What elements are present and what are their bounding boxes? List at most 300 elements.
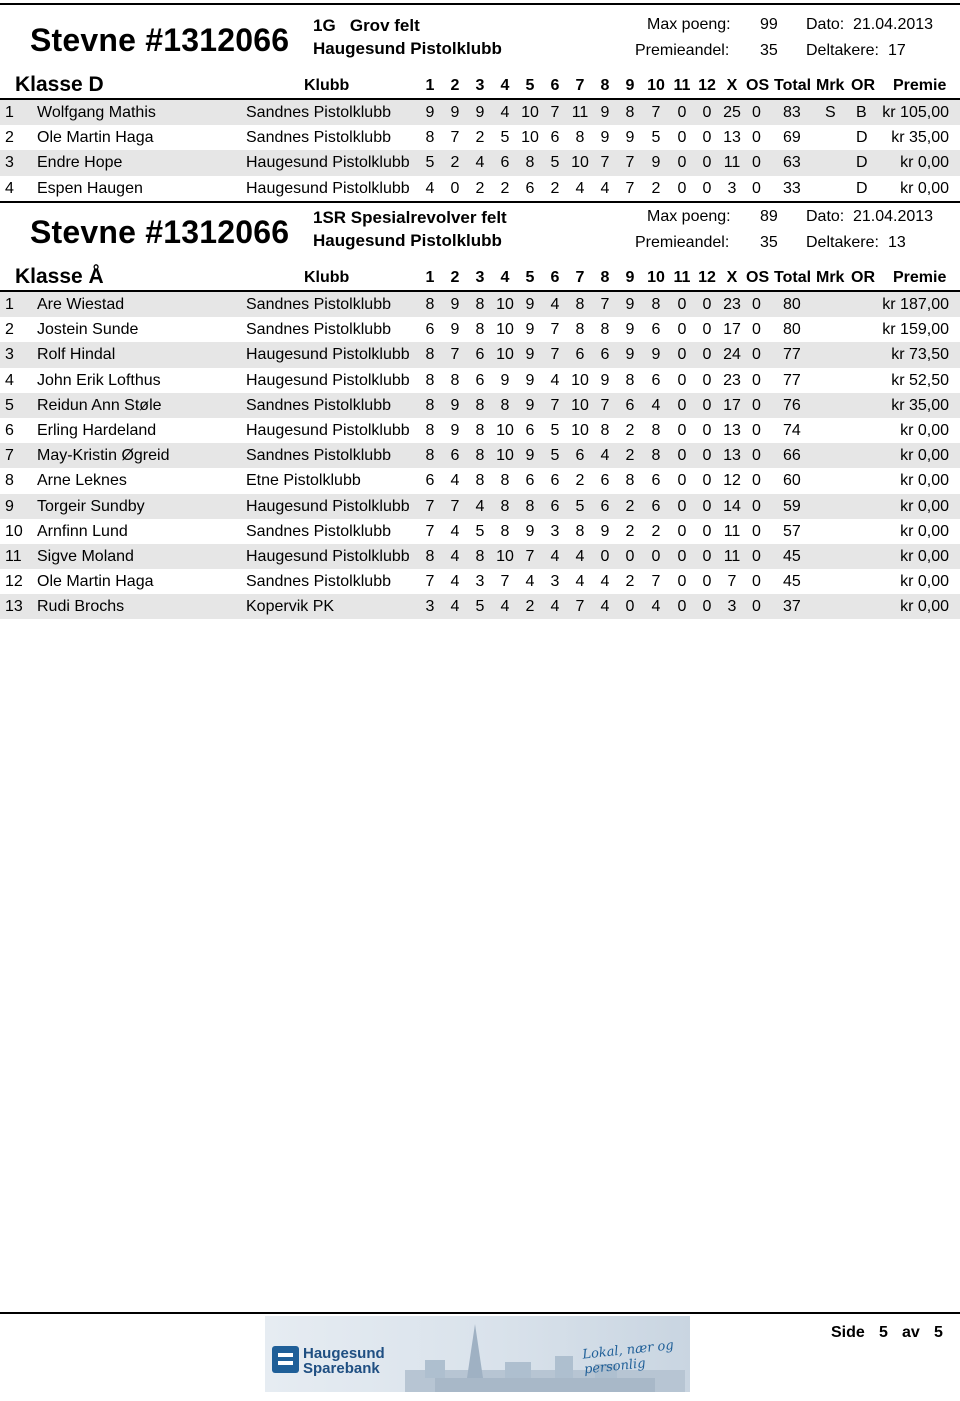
total-cell: 80 bbox=[783, 321, 801, 339]
name-cell: Arne Leknes bbox=[37, 472, 127, 490]
series-score-cell: 4 bbox=[600, 573, 610, 591]
klasse-heading: Klasse Å bbox=[15, 265, 104, 288]
series-score-cell: 9 bbox=[475, 104, 485, 121]
series-score-cell: 9 bbox=[525, 522, 535, 540]
bank-logo-icon bbox=[272, 1346, 299, 1373]
premie-cell: kr 0,00 bbox=[900, 421, 949, 439]
col-header-series-10: 10 bbox=[647, 77, 665, 94]
rank-cell: 10 bbox=[5, 522, 23, 540]
premie-cell: kr 0,00 bbox=[900, 547, 949, 565]
series-score-cell: 2 bbox=[525, 598, 535, 616]
series-score-cell: 8 bbox=[475, 396, 485, 414]
os-cell: 0 bbox=[752, 421, 761, 439]
series-score-cell: 8 bbox=[575, 321, 585, 339]
total-cell: 83 bbox=[783, 104, 801, 121]
series-score-cell: 0 bbox=[702, 497, 712, 515]
series-score-cell: 0 bbox=[702, 371, 712, 389]
host-club: Haugesund Pistolklubb bbox=[313, 39, 502, 58]
bank-name-line1: Haugesund bbox=[303, 1345, 385, 1362]
series-score-cell: 4 bbox=[450, 547, 460, 565]
results-table bbox=[0, 100, 960, 201]
series-score-cell: 8 bbox=[575, 296, 585, 313]
series-score-cell: 9 bbox=[625, 321, 635, 339]
series-score-cell: 4 bbox=[450, 522, 460, 540]
series-score-cell: 7 bbox=[425, 497, 435, 515]
col-header-or: OR bbox=[851, 77, 875, 94]
series-score-cell: 9 bbox=[500, 371, 510, 389]
series-score-cell: 4 bbox=[475, 154, 485, 172]
col-header-total: Total bbox=[774, 269, 812, 286]
series-score-cell: 7 bbox=[425, 522, 435, 540]
series-score-cell: 8 bbox=[475, 447, 485, 465]
name-cell: John Erik Lofthus bbox=[37, 371, 161, 389]
total-cell: 60 bbox=[783, 472, 801, 490]
series-score-cell: 8 bbox=[575, 522, 585, 540]
bank-name-line2: Sparebank bbox=[303, 1360, 380, 1377]
series-score-cell: 8 bbox=[500, 472, 510, 490]
series-score-cell: 4 bbox=[651, 396, 661, 414]
os-cell: 0 bbox=[752, 296, 761, 313]
col-header-series-4: 4 bbox=[500, 77, 510, 94]
series-score-cell: 0 bbox=[677, 346, 687, 364]
series-score-cell: 8 bbox=[575, 129, 585, 147]
series-score-cell: 8 bbox=[425, 547, 435, 565]
os-cell: 0 bbox=[752, 447, 761, 465]
series-score-cell: 5 bbox=[550, 421, 560, 439]
series-score-cell: 9 bbox=[625, 129, 635, 147]
series-score-cell: 9 bbox=[600, 104, 610, 121]
table-row bbox=[0, 292, 960, 317]
series-score-cell: 9 bbox=[450, 396, 460, 414]
or-cell: D bbox=[856, 129, 868, 147]
name-cell: Erling Hardeland bbox=[37, 421, 157, 439]
x-cell: 25 bbox=[723, 104, 741, 121]
page-side-label: Side bbox=[831, 1324, 865, 1341]
series-score-cell: 8 bbox=[600, 321, 610, 339]
rank-cell: 8 bbox=[5, 472, 14, 490]
series-score-cell: 6 bbox=[651, 321, 661, 339]
series-score-cell: 6 bbox=[600, 346, 610, 364]
series-score-cell: 0 bbox=[677, 321, 687, 339]
table-row bbox=[0, 368, 960, 393]
klasse-heading: Klasse D bbox=[15, 73, 104, 96]
col-header-mrk: Mrk bbox=[816, 77, 845, 94]
series-score-cell: 6 bbox=[600, 497, 610, 515]
series-score-cell: 0 bbox=[702, 447, 712, 465]
series-score-cell: 8 bbox=[475, 547, 485, 565]
x-cell: 17 bbox=[723, 321, 741, 339]
max-poeng-value: 99 bbox=[760, 16, 778, 33]
club-cell: Sandnes Pistolklubb bbox=[246, 321, 391, 339]
col-header-series-2: 2 bbox=[450, 77, 460, 94]
club-cell: Sandnes Pistolklubb bbox=[246, 104, 391, 121]
os-cell: 0 bbox=[752, 154, 761, 172]
series-score-cell: 8 bbox=[425, 371, 435, 389]
series-score-cell: 8 bbox=[651, 421, 661, 439]
or-cell: D bbox=[856, 179, 868, 197]
premie-cell: kr 159,00 bbox=[882, 321, 949, 339]
series-score-cell: 5 bbox=[475, 522, 485, 540]
table-row bbox=[0, 569, 960, 594]
col-header-x: X bbox=[726, 77, 738, 94]
table-row bbox=[0, 544, 960, 569]
x-cell: 24 bbox=[723, 346, 741, 364]
rank-cell: 9 bbox=[5, 497, 14, 515]
series-score-cell: 4 bbox=[450, 472, 460, 490]
series-score-cell: 2 bbox=[575, 472, 585, 490]
rank-cell: 3 bbox=[5, 154, 14, 172]
x-cell: 11 bbox=[723, 547, 741, 565]
discipline-title: 1SR Spesialrevolver felt bbox=[313, 208, 507, 227]
rank-cell: 4 bbox=[5, 371, 14, 389]
x-cell: 13 bbox=[723, 421, 741, 439]
series-score-cell: 0 bbox=[677, 129, 687, 147]
series-score-cell: 8 bbox=[475, 296, 485, 313]
series-score-cell: 7 bbox=[525, 547, 535, 565]
max-poeng-value: 89 bbox=[760, 208, 778, 225]
series-score-cell: 8 bbox=[500, 522, 510, 540]
series-score-cell: 10 bbox=[571, 371, 589, 389]
os-cell: 0 bbox=[752, 104, 761, 121]
series-score-cell: 6 bbox=[525, 179, 535, 197]
series-score-cell: 3 bbox=[550, 573, 560, 591]
series-score-cell: 4 bbox=[575, 573, 585, 591]
rank-cell: 6 bbox=[5, 421, 14, 439]
series-score-cell: 0 bbox=[677, 179, 687, 197]
series-score-cell: 9 bbox=[525, 447, 535, 465]
series-score-cell: 0 bbox=[600, 547, 610, 565]
col-header-series-9: 9 bbox=[625, 77, 635, 94]
bank-logo-text bbox=[303, 1346, 385, 1376]
name-cell: Arnfinn Lund bbox=[37, 522, 128, 540]
series-score-cell: 8 bbox=[475, 472, 485, 490]
club-cell: Haugesund Pistolklubb bbox=[246, 179, 410, 197]
name-cell: Rudi Brochs bbox=[37, 598, 125, 616]
col-header-series-5: 5 bbox=[525, 77, 535, 94]
col-header-series-11: 11 bbox=[673, 269, 691, 286]
series-score-cell: 0 bbox=[677, 573, 687, 591]
series-score-cell: 5 bbox=[425, 154, 435, 172]
series-score-cell: 8 bbox=[600, 421, 610, 439]
series-score-cell: 4 bbox=[450, 573, 460, 591]
series-score-cell: 9 bbox=[651, 346, 661, 364]
premie-cell: kr 0,00 bbox=[900, 447, 949, 465]
rank-cell: 12 bbox=[5, 573, 23, 591]
club-cell: Haugesund Pistolklubb bbox=[246, 371, 410, 389]
series-score-cell: 8 bbox=[450, 371, 460, 389]
series-score-cell: 7 bbox=[600, 396, 610, 414]
col-header-series-5: 5 bbox=[525, 269, 535, 286]
series-score-cell: 2 bbox=[625, 447, 635, 465]
series-score-cell: 6 bbox=[651, 371, 661, 389]
table-row bbox=[0, 150, 960, 175]
x-cell: 14 bbox=[723, 497, 741, 515]
series-score-cell: 4 bbox=[600, 598, 610, 616]
series-score-cell: 7 bbox=[651, 573, 661, 591]
table-row bbox=[0, 100, 960, 125]
series-score-cell: 0 bbox=[677, 447, 687, 465]
series-score-cell: 5 bbox=[550, 154, 560, 172]
series-score-cell: 9 bbox=[525, 296, 535, 313]
series-score-cell: 6 bbox=[450, 447, 460, 465]
series-score-cell: 7 bbox=[600, 296, 610, 313]
series-score-cell: 7 bbox=[550, 396, 560, 414]
series-score-cell: 7 bbox=[550, 321, 560, 339]
series-score-cell: 9 bbox=[525, 346, 535, 364]
series-score-cell: 9 bbox=[450, 421, 460, 439]
col-header-klubb: Klubb bbox=[304, 269, 350, 286]
series-score-cell: 9 bbox=[450, 321, 460, 339]
series-score-cell: 9 bbox=[525, 396, 535, 414]
name-cell: May-Kristin Øgreid bbox=[37, 447, 170, 465]
series-score-cell: 10 bbox=[496, 346, 514, 364]
x-cell: 13 bbox=[723, 129, 741, 147]
col-header-series-11: 11 bbox=[673, 77, 691, 94]
series-score-cell: 4 bbox=[450, 598, 460, 616]
series-score-cell: 10 bbox=[496, 296, 514, 313]
series-score-cell: 4 bbox=[525, 573, 535, 591]
series-score-cell: 0 bbox=[702, 472, 712, 490]
deltakere-label: Deltakere: bbox=[806, 42, 879, 59]
series-score-cell: 4 bbox=[550, 296, 560, 313]
premie-cell: kr 35,00 bbox=[891, 129, 949, 147]
series-score-cell: 6 bbox=[475, 346, 485, 364]
series-score-cell: 0 bbox=[677, 472, 687, 490]
series-score-cell: 0 bbox=[702, 346, 712, 364]
series-score-cell: 6 bbox=[625, 396, 635, 414]
or-cell: D bbox=[856, 154, 868, 172]
results-section bbox=[0, 4, 960, 197]
dato-label: Dato: bbox=[806, 16, 845, 33]
series-score-cell: 7 bbox=[425, 573, 435, 591]
series-score-cell: 7 bbox=[625, 179, 635, 197]
series-score-cell: 6 bbox=[525, 472, 535, 490]
col-header-os: OS bbox=[746, 269, 770, 286]
col-header-series-2: 2 bbox=[450, 269, 460, 286]
series-score-cell: 0 bbox=[702, 598, 712, 616]
series-score-cell: 4 bbox=[550, 547, 560, 565]
series-score-cell: 8 bbox=[625, 371, 635, 389]
series-score-cell: 0 bbox=[677, 547, 687, 565]
series-score-cell: 0 bbox=[702, 396, 712, 414]
series-score-cell: 7 bbox=[651, 104, 661, 121]
results-table bbox=[0, 292, 960, 619]
club-cell: Sandnes Pistolklubb bbox=[246, 396, 391, 414]
series-score-cell: 0 bbox=[702, 547, 712, 565]
col-header-series-3: 3 bbox=[475, 269, 485, 286]
series-score-cell: 4 bbox=[500, 104, 510, 121]
series-score-cell: 10 bbox=[521, 129, 539, 147]
os-cell: 0 bbox=[752, 346, 761, 364]
x-cell: 12 bbox=[723, 472, 741, 490]
series-score-cell: 2 bbox=[500, 179, 510, 197]
series-score-cell: 0 bbox=[677, 296, 687, 313]
series-score-cell: 9 bbox=[525, 371, 535, 389]
series-score-cell: 2 bbox=[625, 421, 635, 439]
series-score-cell: 0 bbox=[625, 547, 635, 565]
series-score-cell: 5 bbox=[651, 129, 661, 147]
club-cell: Sandnes Pistolklubb bbox=[246, 296, 391, 313]
max-poeng-label: Max poeng: bbox=[647, 208, 731, 225]
name-cell: Wolfgang Mathis bbox=[37, 104, 156, 121]
col-header-series-9: 9 bbox=[625, 269, 635, 286]
series-score-cell: 0 bbox=[677, 421, 687, 439]
name-cell: Rolf Hindal bbox=[37, 346, 116, 364]
sponsor-banner bbox=[265, 1316, 690, 1392]
name-cell: Are Wiestad bbox=[37, 296, 125, 313]
series-score-cell: 0 bbox=[702, 104, 712, 121]
series-score-cell: 8 bbox=[625, 472, 635, 490]
club-cell: Sandnes Pistolklubb bbox=[246, 573, 391, 591]
series-score-cell: 9 bbox=[625, 296, 635, 313]
series-score-cell: 6 bbox=[651, 472, 661, 490]
series-score-cell: 2 bbox=[625, 497, 635, 515]
premie-cell: kr 73,50 bbox=[891, 346, 949, 364]
name-cell: Endre Hope bbox=[37, 154, 123, 172]
rank-cell: 2 bbox=[5, 321, 14, 339]
series-score-cell: 10 bbox=[521, 104, 539, 121]
series-score-cell: 10 bbox=[496, 421, 514, 439]
series-score-cell: 0 bbox=[625, 598, 635, 616]
series-score-cell: 4 bbox=[500, 598, 510, 616]
series-score-cell: 0 bbox=[677, 497, 687, 515]
name-cell: Espen Haugen bbox=[37, 179, 143, 197]
series-score-cell: 7 bbox=[550, 346, 560, 364]
col-header-series-6: 6 bbox=[550, 269, 560, 286]
series-score-cell: 0 bbox=[677, 396, 687, 414]
series-score-cell: 2 bbox=[651, 179, 661, 197]
series-score-cell: 8 bbox=[425, 396, 435, 414]
series-score-cell: 6 bbox=[575, 346, 585, 364]
series-score-cell: 6 bbox=[475, 371, 485, 389]
total-cell: 45 bbox=[783, 573, 801, 591]
series-score-cell: 10 bbox=[496, 547, 514, 565]
total-cell: 74 bbox=[783, 421, 801, 439]
series-score-cell: 2 bbox=[475, 179, 485, 197]
total-cell: 77 bbox=[783, 371, 801, 389]
series-score-cell: 9 bbox=[525, 321, 535, 339]
series-score-cell: 7 bbox=[450, 497, 460, 515]
page-total: 5 bbox=[934, 1324, 943, 1341]
series-score-cell: 9 bbox=[600, 129, 610, 147]
club-cell: Haugesund Pistolklubb bbox=[246, 547, 410, 565]
deltakere-label: Deltakere: bbox=[806, 234, 879, 251]
rank-cell: 2 bbox=[5, 129, 14, 147]
premie-cell: kr 52,50 bbox=[891, 371, 949, 389]
name-cell: Sigve Moland bbox=[37, 547, 134, 565]
os-cell: 0 bbox=[752, 129, 761, 147]
premie-cell: kr 0,00 bbox=[900, 522, 949, 540]
col-header-premie: Premie bbox=[893, 77, 947, 94]
x-cell: 23 bbox=[723, 371, 741, 389]
deltakere-value: 17 bbox=[888, 42, 906, 59]
col-header-series-4: 4 bbox=[500, 269, 510, 286]
col-header-series-7: 7 bbox=[575, 269, 585, 286]
series-score-cell: 8 bbox=[651, 296, 661, 313]
name-cell: Torgeir Sundby bbox=[37, 497, 145, 515]
series-score-cell: 2 bbox=[450, 154, 460, 172]
col-header-series-8: 8 bbox=[600, 77, 610, 94]
series-score-cell: 4 bbox=[575, 547, 585, 565]
series-score-cell: 0 bbox=[702, 154, 712, 172]
name-cell: Ole Martin Haga bbox=[37, 129, 154, 147]
bank-tagline: Lokal, nær og personlig bbox=[581, 1338, 675, 1378]
series-score-cell: 3 bbox=[475, 573, 485, 591]
or-cell: B bbox=[856, 104, 867, 121]
col-header-os: OS bbox=[746, 77, 770, 94]
series-score-cell: 6 bbox=[525, 421, 535, 439]
rank-cell: 1 bbox=[5, 296, 14, 313]
series-score-cell: 9 bbox=[450, 104, 460, 121]
col-header-klubb: Klubb bbox=[304, 77, 350, 94]
series-score-cell: 7 bbox=[550, 104, 560, 121]
series-score-cell: 11 bbox=[571, 104, 589, 121]
os-cell: 0 bbox=[752, 179, 761, 197]
series-score-cell: 7 bbox=[450, 129, 460, 147]
total-cell: 76 bbox=[783, 396, 801, 414]
table-row bbox=[0, 317, 960, 342]
series-score-cell: 4 bbox=[475, 497, 485, 515]
table-row bbox=[0, 519, 960, 544]
x-cell: 17 bbox=[723, 396, 741, 414]
os-cell: 0 bbox=[752, 321, 761, 339]
stevne-title: Stevne #1312066 bbox=[30, 22, 290, 58]
series-score-cell: 6 bbox=[575, 447, 585, 465]
premieandel-value: 35 bbox=[760, 42, 778, 59]
club-cell: Haugesund Pistolklubb bbox=[246, 421, 410, 439]
total-cell: 63 bbox=[783, 154, 801, 172]
series-score-cell: 8 bbox=[475, 421, 485, 439]
series-score-cell: 7 bbox=[600, 154, 610, 172]
table-row bbox=[0, 443, 960, 468]
series-score-cell: 7 bbox=[500, 573, 510, 591]
rank-cell: 1 bbox=[5, 104, 14, 121]
series-score-cell: 9 bbox=[425, 104, 435, 121]
col-header-total: Total bbox=[774, 77, 812, 94]
name-cell: Ole Martin Haga bbox=[37, 573, 154, 591]
discipline-title: 1G Grov felt bbox=[313, 16, 420, 35]
total-cell: 57 bbox=[783, 522, 801, 540]
x-cell: 3 bbox=[727, 179, 737, 197]
os-cell: 0 bbox=[752, 396, 761, 414]
series-score-cell: 4 bbox=[425, 179, 435, 197]
table-row bbox=[0, 393, 960, 418]
name-cell: Jostein Sunde bbox=[37, 321, 139, 339]
series-score-cell: 5 bbox=[550, 447, 560, 465]
series-score-cell: 10 bbox=[496, 447, 514, 465]
page-number: 5 bbox=[879, 1324, 888, 1341]
series-score-cell: 6 bbox=[425, 321, 435, 339]
series-score-cell: 0 bbox=[677, 371, 687, 389]
os-cell: 0 bbox=[752, 547, 761, 565]
total-cell: 45 bbox=[783, 547, 801, 565]
club-cell: Kopervik PK bbox=[246, 598, 335, 616]
mrk-cell: S bbox=[825, 104, 836, 121]
series-score-cell: 8 bbox=[425, 129, 435, 147]
premie-cell: kr 35,00 bbox=[891, 396, 949, 414]
table-row bbox=[0, 494, 960, 519]
series-score-cell: 10 bbox=[571, 154, 589, 172]
premie-cell: kr 0,00 bbox=[900, 598, 949, 616]
series-score-cell: 0 bbox=[702, 321, 712, 339]
col-header-mrk: Mrk bbox=[816, 269, 845, 286]
series-score-cell: 8 bbox=[625, 104, 635, 121]
series-score-cell: 6 bbox=[550, 129, 560, 147]
rank-cell: 5 bbox=[5, 396, 14, 414]
table-row bbox=[0, 125, 960, 150]
total-cell: 59 bbox=[783, 497, 801, 515]
rank-cell: 7 bbox=[5, 447, 14, 465]
